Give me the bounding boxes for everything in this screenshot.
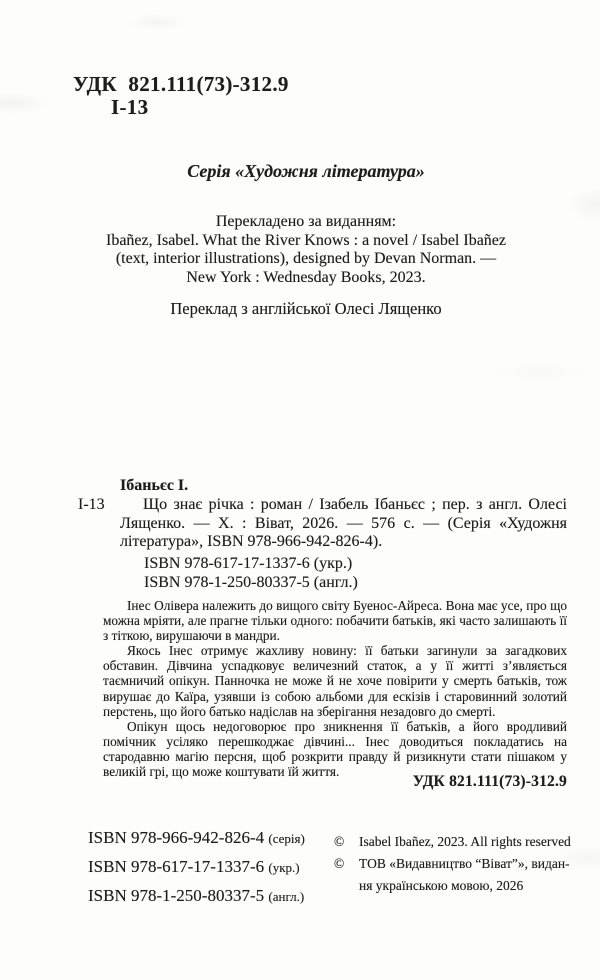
footer-isbn-qualifier: (серія) — [268, 831, 305, 846]
copyright-line: ТОВ «Видавництво “Віват”», видан- — [359, 855, 570, 871]
catalog-card — [78, 477, 567, 593]
catalog-description: Що знає річка : роман / Ізабель Ібаньєс ; пер. з англ. Олесі Лященко. — Х. : Віват, 2026. — 576 с. — (Серія «Художня література», ISBN 978-966-942-826-4). — [120, 495, 567, 551]
copyright-symbol: © — [334, 834, 345, 849]
catalog-isbn-line: ISBN 978-617-17-1337-6 (укр.) — [144, 555, 353, 573]
copyright-text — [359, 831, 571, 853]
annotation-paragraph-1: Інес Олівера належить до вищого світу Буенос-Айреса. Вона має усе, про що можна мріяти, але прагне тільки одного: побачити батьків, які часто залишають її з тіткою, вирушаючи в мандри. — [103, 598, 567, 644]
footer-isbn-line — [88, 824, 305, 853]
footer-isbn-line — [88, 882, 305, 911]
catalog-author-sign: І-13 — [78, 495, 105, 513]
copyright-line: ня українською мовою, 2026 — [359, 877, 524, 893]
copyright-symbol: © — [334, 855, 345, 871]
translator-line: Переклад з англійської Олесі Лященко — [170, 299, 442, 318]
udc-number: УДК 821.111(73)-312.9 — [73, 72, 289, 96]
footer-isbn-line — [88, 853, 305, 882]
copyright-entry — [334, 831, 571, 853]
copyright-entry — [334, 853, 571, 897]
footer-isbn-number: ISBN 978-617-17-1337-6 — [88, 857, 265, 876]
copyright-block — [334, 831, 571, 896]
edition-line: New York : Wednesday Books, 2023. — [186, 269, 426, 287]
catalog-isbn-line: ISBN 978-1-250-80337-5 (англ.) — [144, 573, 358, 591]
footer-isbn-number: ISBN 978-1-250-80337-5 — [88, 886, 265, 905]
footer-isbn-list — [88, 824, 305, 911]
udc-number-bottom: УДК 821.111(73)-312.9 — [412, 773, 567, 790]
footer-isbn-number: ISBN 978-966-942-826-4 — [88, 828, 265, 847]
annotation-block — [103, 598, 567, 779]
footer-isbn-qualifier: (укр.) — [268, 860, 300, 875]
edition-statement-block — [44, 213, 568, 288]
edition-heading: Перекладено за виданням: — [215, 213, 397, 230]
series-line: Серія «Художня література» — [187, 161, 425, 181]
edition-line: (text, interior illustrations), designed by Devan Norman. — — [115, 250, 497, 268]
author-sign: І-13 — [111, 95, 149, 119]
annotation-paragraph-2: Якось Інес отримує жахливу новину: її батьки загинули за загадкових обставин. Дівчина успадковує величезний статок, а у її житті з’являється таємничий опікун. Панночка не може й не хоче повірити у смерть батьків, тож вирушає до Каїра, узявши із собою альбоми для ескізів і старовинний золотий перстень, що його батько надіслав на зберігання незадовго до смерті. — [103, 643, 567, 719]
catalog-entry-row — [78, 496, 567, 593]
footer-isbn-qualifier: (англ.) — [268, 889, 305, 904]
annotation-paragraph-3: Опікун щось недоговорює про зникнення її батьків, а його вродливий помічник усіляко перешкоджає дівчині... Інес доводиться покладатись на стародавню магію персня, щоб розкрити правду й ризикнути стати пішаком у великій грі, що може коштувати їй життя. — [103, 718, 567, 780]
copyright-line: Isabel Ibañez, 2023. All rights reserved — [359, 834, 571, 849]
catalog-isbn-list — [144, 555, 567, 593]
catalog-author-heading: Ібаньєс І. — [120, 477, 189, 494]
edition-line: Ibañez, Isabel. What the River Knows : a novel / Isabel Ibañez — [106, 231, 506, 249]
copyright-text — [359, 853, 570, 897]
udc-classification-block — [73, 73, 289, 119]
